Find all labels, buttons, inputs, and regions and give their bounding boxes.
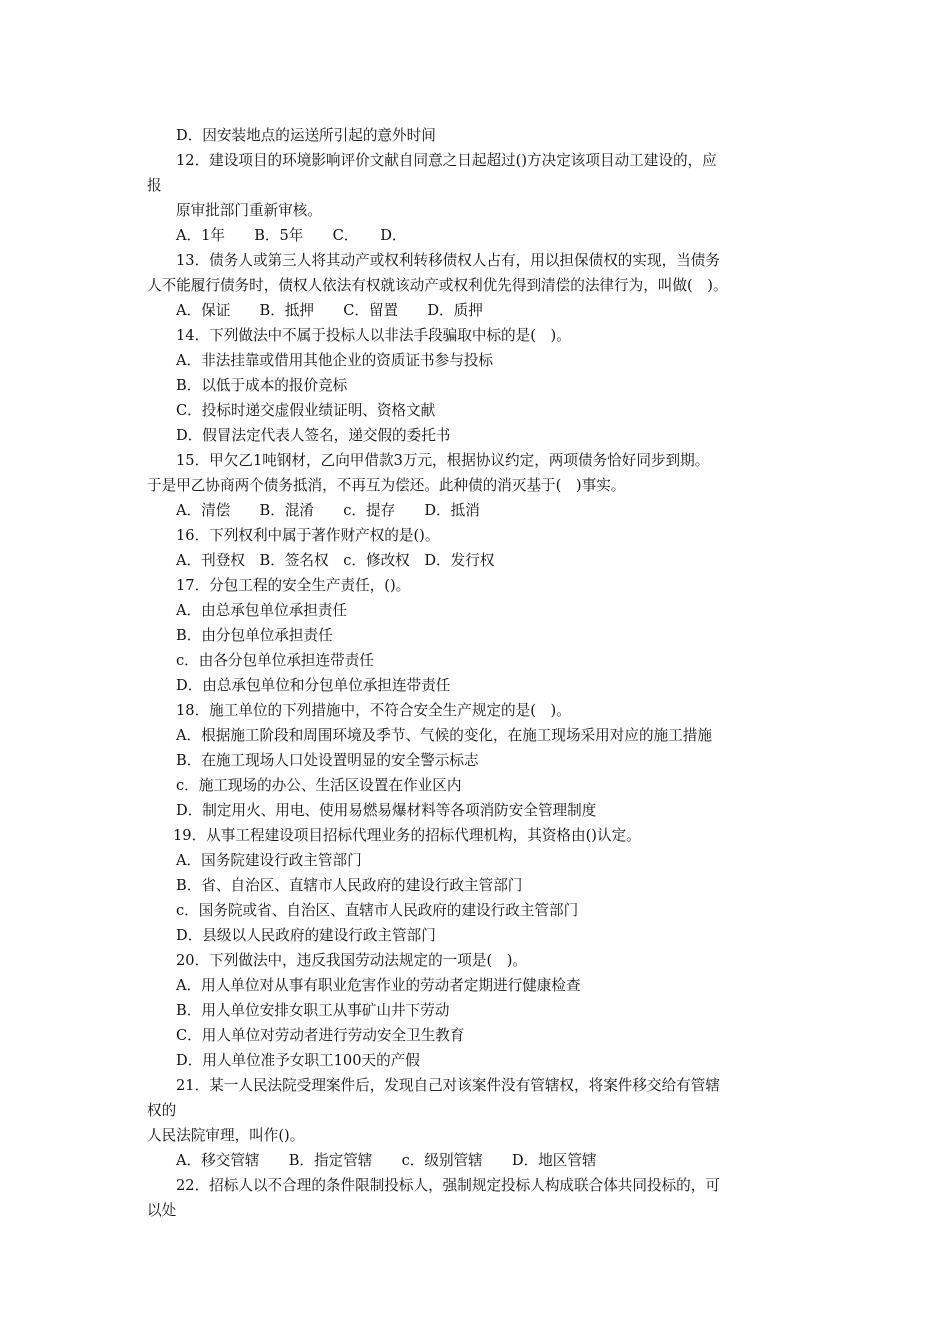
text-line: 报 — [147, 177, 162, 194]
text-line: 以处 — [147, 1202, 177, 1219]
answer-option-c: c．国务院或省、自治区、直辖市人民政府的建设行政主管部门 — [176, 902, 579, 919]
answer-option-b: B．以低于成本的报价竞标 — [176, 377, 348, 394]
answer-option-a: A．国务院建设行政主管部门 — [176, 852, 362, 869]
answer-option-d: D．制定用火、用电、使用易燃易爆材料等各项消防安全管理制度 — [176, 802, 597, 819]
answer-option-d: D．假冒法定代表人签名，递交假的委托书 — [176, 427, 451, 444]
question-18: 18．施工单位的下列措施中，不符合安全生产规定的是( )。 — [176, 702, 571, 719]
question-21: 21．某一人民法院受理案件后，发现自己对该案件没有管辖权，将案件移交给有管辖 — [176, 1077, 720, 1094]
text-line: 人民法院审理，叫作()。 — [147, 1127, 305, 1144]
answer-option-a: A．根据施工阶段和周围环境及季节、气候的变化，在施工现场采用对应的施工措施 — [176, 727, 712, 744]
answer-option-c: c．由各分包单位承担连带责任 — [176, 652, 374, 669]
answer-option-c: c．施工现场的办公、生活区设置在作业区内 — [176, 777, 462, 794]
question-20: 20．下列做法中，违反我国劳动法规定的一项是( )。 — [176, 952, 528, 969]
answer-option-b: B．由分包单位承担责任 — [176, 627, 333, 644]
text-line: 于是甲乙协商两个债务抵消，不再互为偿还。此种债的消灭基于( )事实。 — [147, 477, 626, 494]
question-12: 12．建设项目的环境影响评价文献自同意之日起超过()方决定该项目动工建设的，应 — [176, 152, 717, 169]
answer-options: A．清偿 B．混淆 c．提存 D．抵消 — [176, 502, 480, 519]
question-22: 22．招标人以不合理的条件限制投标人，强制规定投标人构成联合体共同投标的，可 — [176, 1177, 720, 1194]
answer-option-b: B．在施工现场人口处设置明显的安全警示标志 — [176, 752, 479, 769]
text-line: 原审批部门重新审核。 — [176, 202, 322, 219]
text-line: 权的 — [147, 1102, 177, 1119]
question-13: 13．债务人或第三人将其动产或权利转移债权人占有，用以担保债权的实现，当债务 — [176, 252, 720, 269]
answer-option-a: A．非法挂靠或借用其他企业的资质证书参与投标 — [176, 352, 494, 369]
answer-option-a: A．由总承包单位承担责任 — [176, 602, 348, 619]
question-15: 15．甲欠乙1吨钢材，乙向甲借款3万元，根据协议约定，两项债务恰好同步到期。 — [176, 452, 710, 469]
answer-options: A．刊登权 B．签名权 c．修改权 D．发行权 — [176, 552, 495, 569]
question-14: 14．下列做法中不属于投标人以非法手段骗取中标的是( )。 — [176, 327, 571, 344]
answer-option-d: D．由总承包单位和分包单位承担连带责任 — [176, 677, 451, 694]
answer-option-d: D．县级以人民政府的建设行政主管部门 — [176, 927, 436, 944]
answer-option-d: D．因安装地点的运送所引起的意外时间 — [176, 127, 436, 144]
answer-option-b: B．用人单位安排女职工从事矿山井下劳动 — [176, 1002, 450, 1019]
text-line: 人不能履行债务时，债权人依法有权就该动产或权利优先得到清偿的法律行为，叫做( )。 — [147, 277, 728, 294]
question-16: 16．下列权利中属于著作财产权的是()。 — [176, 527, 440, 544]
question-19: 19．从事工程建设项目招标代理业务的招标代理机构，其资格由()认定。 — [173, 827, 641, 844]
answer-option-d: D．用人单位准予女职工100天的产假 — [176, 1052, 420, 1069]
answer-options: A．移交管辖 B．指定管辖 c．级别管辖 D．地区管辖 — [176, 1152, 597, 1169]
answer-option-c: C．用人单位对劳动者进行劳动安全卫生教育 — [176, 1027, 465, 1044]
question-17: 17．分包工程的安全生产责任，()。 — [176, 577, 411, 594]
answer-options: A．保证 B．抵押 C．留置 D．质押 — [176, 302, 483, 319]
answer-option-a: A．用人单位对从事有职业危害作业的劳动者定期进行健康检查 — [176, 977, 581, 994]
answer-option-b: B．省、自治区、直辖市人民政府的建设行政主管部门 — [176, 877, 523, 894]
answer-options: A．1年 B．5年 C． D． — [176, 227, 407, 244]
answer-option-c: C．投标时递交虚假业绩证明、资格文献 — [176, 402, 436, 419]
